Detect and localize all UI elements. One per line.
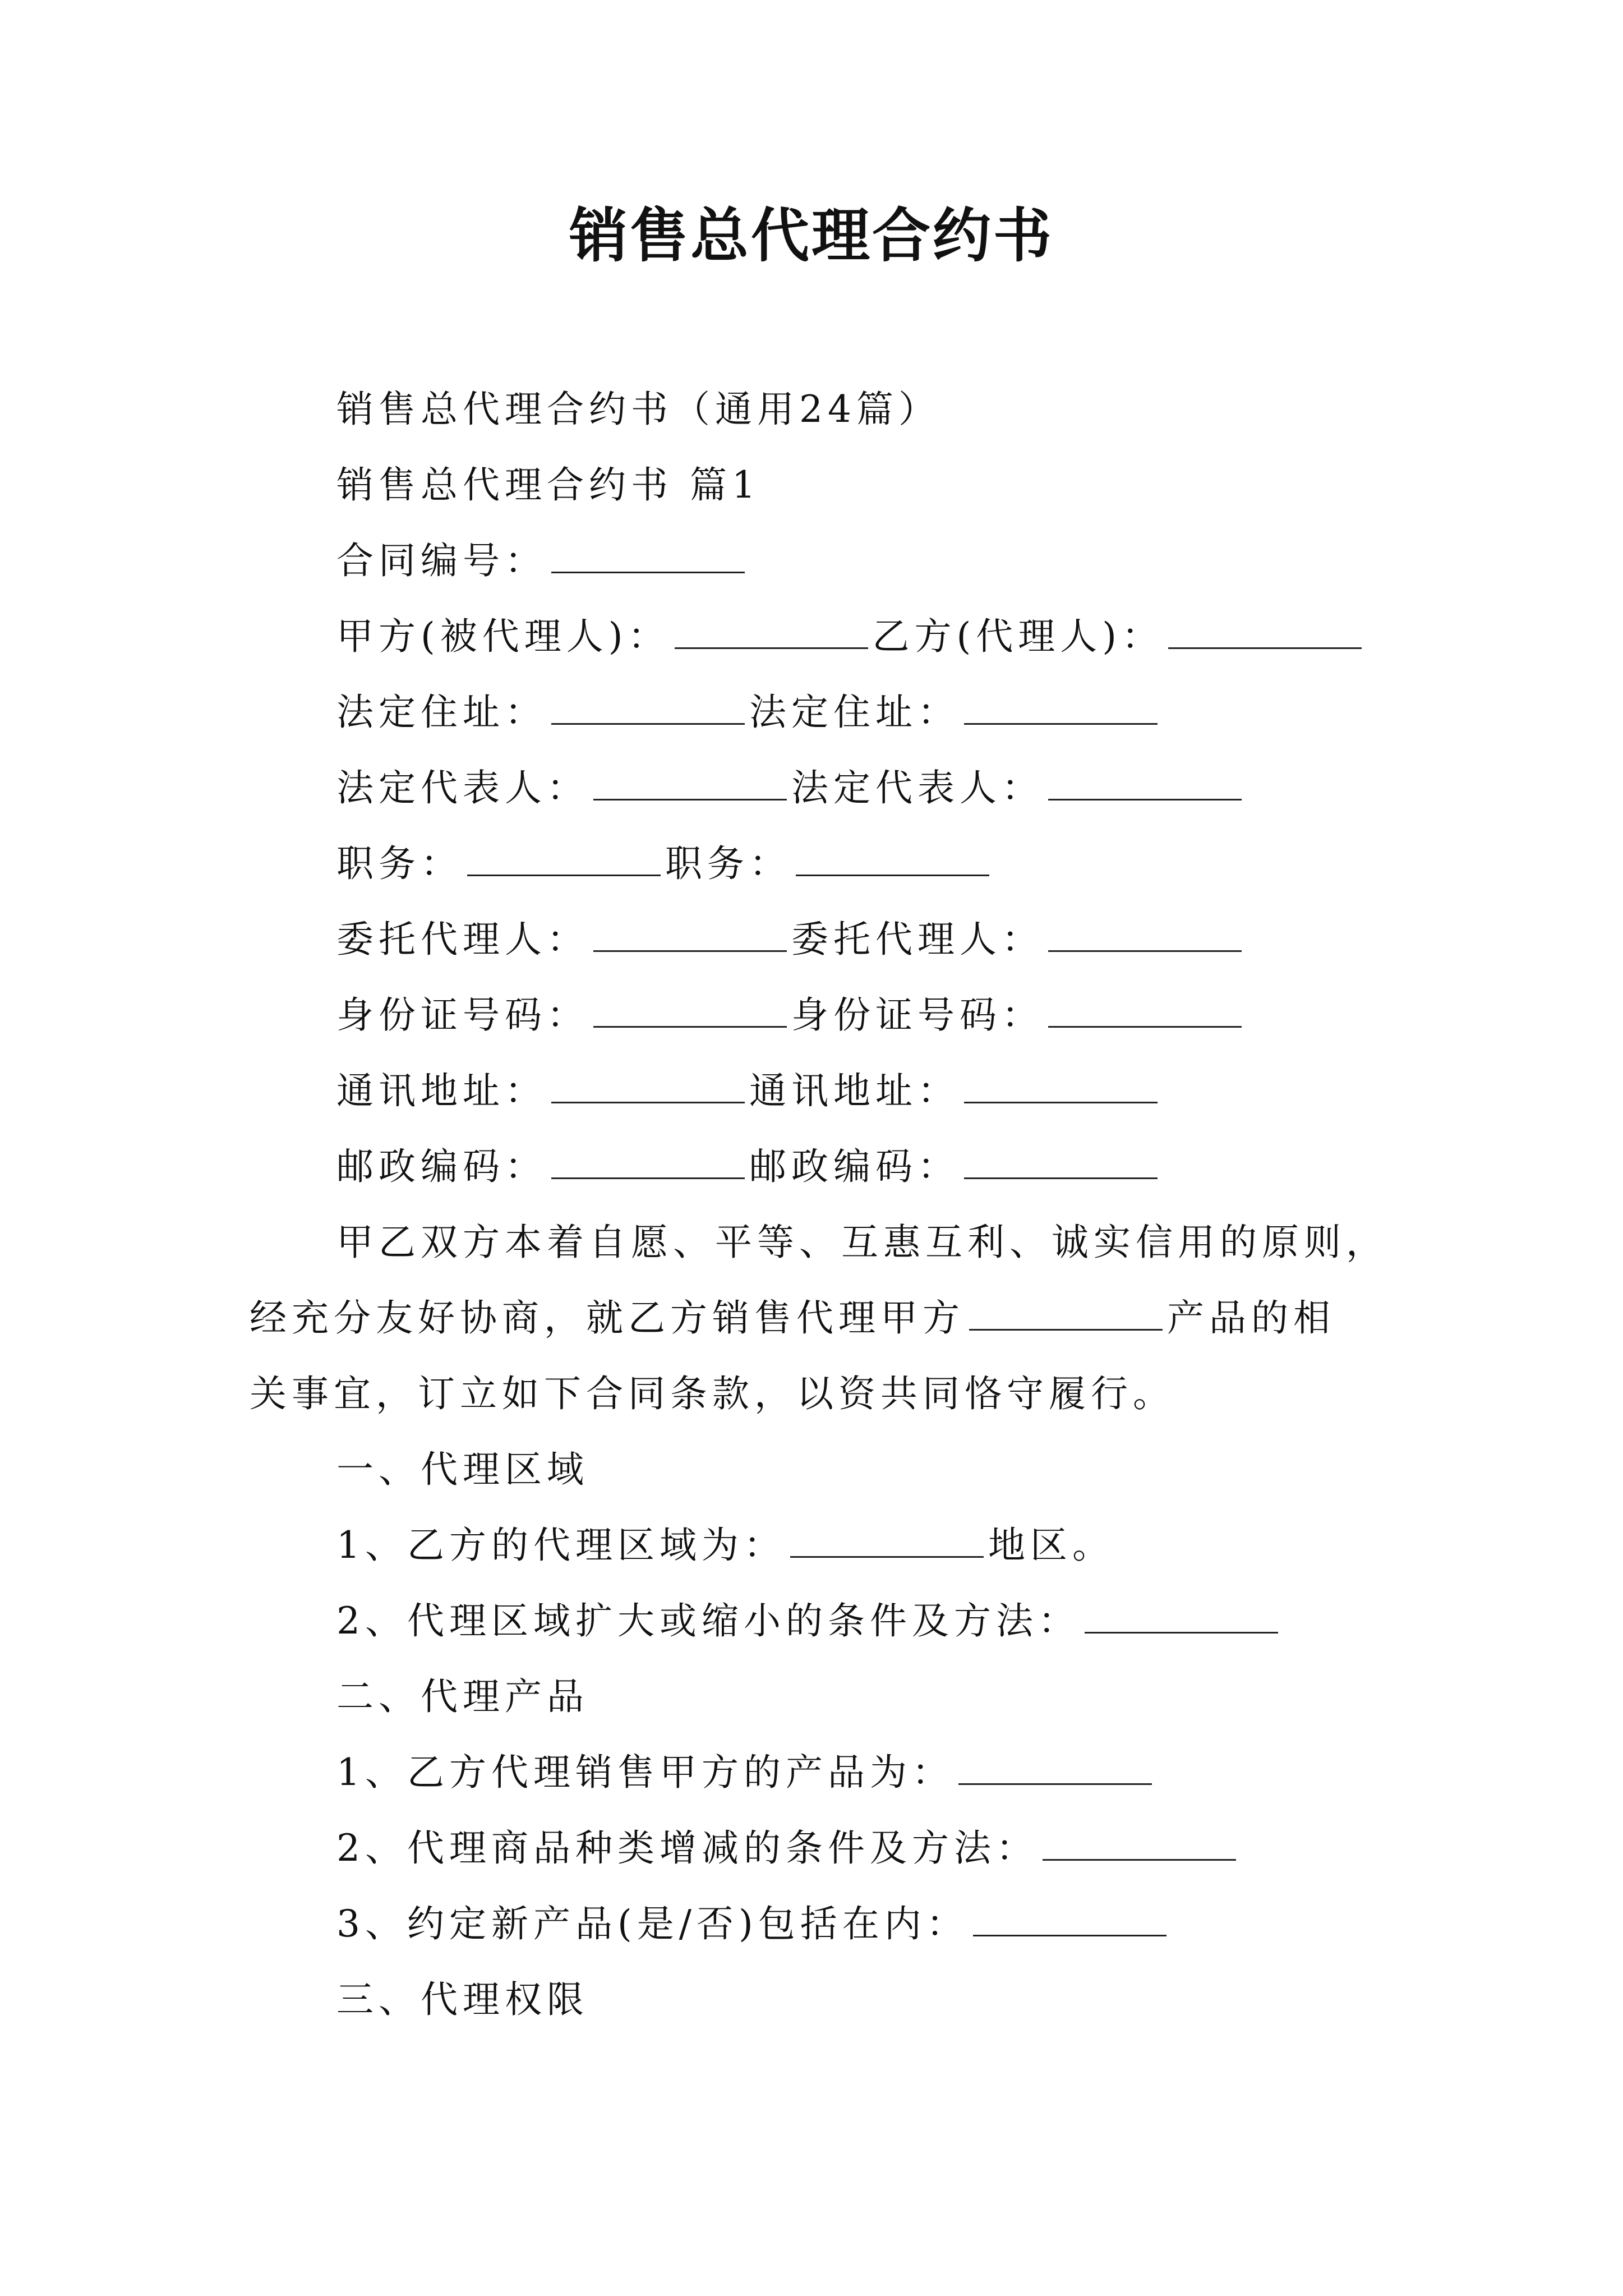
party-a-mail-address-blank xyxy=(551,1068,745,1103)
party-b-address-blank xyxy=(964,689,1158,725)
party-a-blank xyxy=(675,614,868,649)
intro-paragraph-line-1: 甲乙双方本着自愿、平等、互惠互利、诚实信用的原则， xyxy=(336,1221,1388,1264)
section-1-heading: 一、代理区域 xyxy=(336,1448,589,1491)
legal-rep-row xyxy=(336,760,1246,816)
section-2-item-3-label: 3、约定新产品(是/否)包括在内： xyxy=(336,1902,969,1945)
intro-line-2-start: 经充分友好协商，就乙方销售代理甲方 xyxy=(250,1296,965,1340)
section-1-item-1-suffix: 地区。 xyxy=(988,1524,1114,1567)
new-product-blank xyxy=(973,1901,1166,1936)
party-a-legal-rep-label: 法定代表人： xyxy=(336,766,589,809)
position-row xyxy=(336,836,994,892)
address-row xyxy=(336,684,1162,740)
intro-paragraph-line-3: 关事宜，订立如下合同条款，以资共同恪守履行。 xyxy=(250,1372,1175,1415)
party-a-id-blank xyxy=(593,992,787,1028)
section-2-item-1 xyxy=(336,1745,1156,1801)
party-a-position-blank xyxy=(467,841,661,876)
region-blank xyxy=(790,1522,984,1558)
section-2-item-1-label: 1、乙方代理销售甲方的产品为： xyxy=(336,1751,954,1794)
document-title: 销售总代理合约书 xyxy=(569,201,1054,270)
party-a-mail-address-label: 通讯地址： xyxy=(336,1069,547,1112)
postcode-row xyxy=(336,1139,1162,1195)
section-2-item-2 xyxy=(336,1820,1241,1876)
id-number-row xyxy=(336,987,1246,1043)
section-1-item-1-label: 1、乙方的代理区域为： xyxy=(336,1524,786,1567)
contract-number-blank xyxy=(551,538,745,573)
section-3-heading: 三、代理权限 xyxy=(336,1978,589,2021)
product-change-blank xyxy=(1043,1825,1236,1861)
party-b-mail-address-blank xyxy=(964,1068,1158,1103)
document-subtitle: 销售总代理合约书（通用24篇） xyxy=(336,388,940,431)
party-a-postcode-blank xyxy=(551,1144,745,1179)
party-b-id-blank xyxy=(1048,992,1242,1028)
party-b-postcode-blank xyxy=(964,1144,1158,1179)
party-a-legal-rep-blank xyxy=(593,765,787,800)
section-1-item-2-label: 2、代理区域扩大或缩小的条件及方法： xyxy=(336,1599,1080,1642)
contract-number-label: 合同编号： xyxy=(336,539,547,582)
party-b-blank xyxy=(1168,614,1362,649)
party-a-label: 甲方(被代理人)： xyxy=(336,615,670,658)
parties-row xyxy=(336,609,1366,665)
party-b-legal-rep-label: 法定代表人： xyxy=(791,766,1044,809)
party-a-id-label: 身份证号码： xyxy=(336,993,589,1037)
contract-number-row xyxy=(336,533,749,589)
party-b-agent-blank xyxy=(1048,917,1242,952)
region-change-blank xyxy=(1085,1598,1278,1634)
party-b-position-blank xyxy=(796,841,989,876)
section-1-item-1 xyxy=(336,1517,1114,1573)
intro-line-2-end: 产品的相 xyxy=(1167,1296,1335,1340)
section-heading: 销售总代理合约书 篇1 xyxy=(336,463,760,507)
party-b-id-label: 身份证号码： xyxy=(791,993,1044,1037)
agency-product-blank xyxy=(958,1750,1152,1785)
section-2-heading: 二、代理产品 xyxy=(336,1675,589,1718)
product-blank xyxy=(969,1295,1163,1331)
party-a-agent-label: 委托代理人： xyxy=(336,918,589,961)
party-a-postcode-label: 邮政编码： xyxy=(336,1145,547,1188)
party-a-position-label: 职务： xyxy=(336,842,463,885)
mail-address-row xyxy=(336,1063,1162,1119)
party-b-legal-rep-blank xyxy=(1048,765,1242,800)
party-b-postcode-label: 邮政编码： xyxy=(749,1145,960,1188)
party-b-address-label: 法定住址： xyxy=(749,691,960,734)
agent-row xyxy=(336,912,1246,968)
section-1-item-2 xyxy=(336,1593,1283,1649)
party-b-label: 乙方(代理人)： xyxy=(872,615,1164,658)
party-b-position-label: 职务： xyxy=(665,842,791,885)
intro-paragraph-line-2 xyxy=(250,1290,1335,1346)
section-2-item-3 xyxy=(336,1896,1171,1952)
party-a-address-label: 法定住址： xyxy=(336,691,547,734)
section-2-item-2-label: 2、代理商品种类增减的条件及方法： xyxy=(336,1826,1038,1870)
party-a-address-blank xyxy=(551,689,745,725)
party-b-mail-address-label: 通讯地址： xyxy=(749,1069,960,1112)
party-b-agent-label: 委托代理人： xyxy=(791,918,1044,961)
party-a-agent-blank xyxy=(593,917,787,952)
